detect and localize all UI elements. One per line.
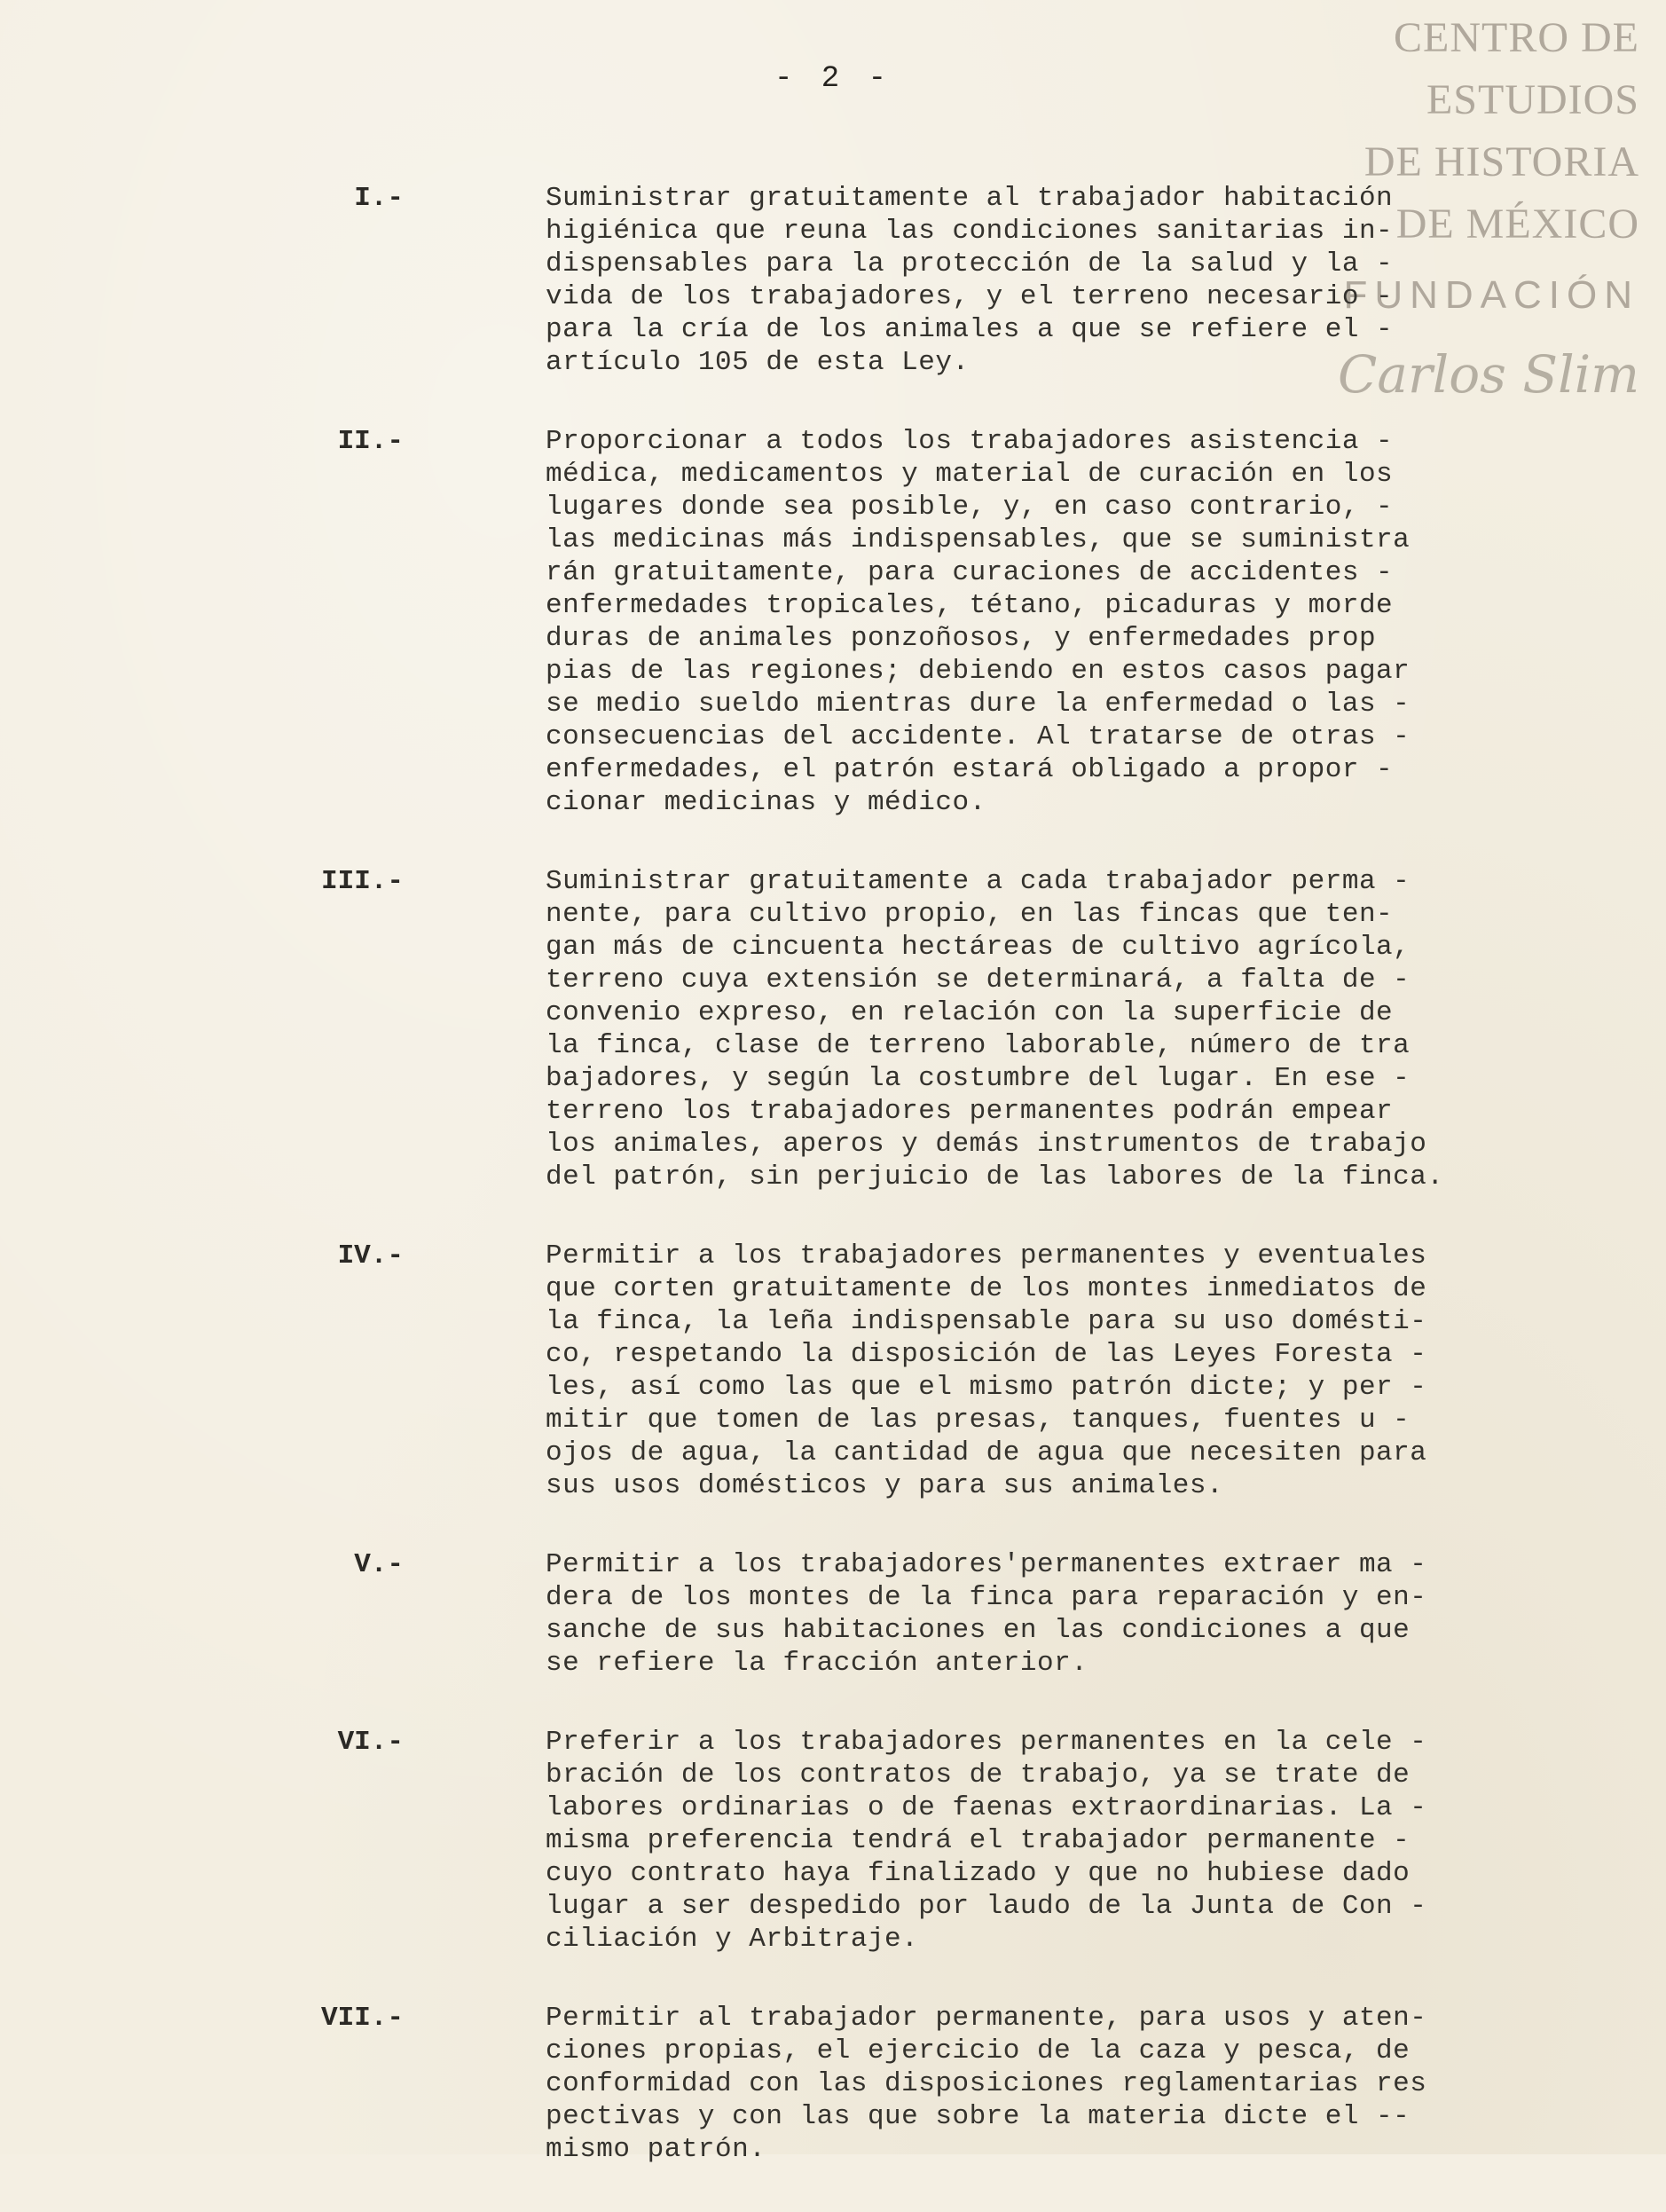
text-line: Proporcionar a todos los trabajadores asistencia - (546, 426, 1394, 457)
text-line: misma preferencia tendrá el trabajador permanente - (546, 1825, 1411, 1856)
item-numeral: I.- (354, 183, 404, 214)
text-line: lugares donde sea posible, y, en caso contrario, - (546, 492, 1394, 523)
text-line: duras de animales ponzoñosos, y enfermedades prop (546, 623, 1377, 654)
text-line: los animales, aperos y demás instrumentos de trabajo (546, 1129, 1427, 1160)
text-line: enfermedades, el patrón estará obligado a propor - (546, 754, 1394, 785)
text-line: cionar medicinas y médico. (546, 787, 986, 818)
text-line: se refiere la fracción anterior. (546, 1648, 1088, 1679)
text-line: enfermedades tropicales, tétano, picaduras y morde (546, 590, 1394, 621)
text-line: Suministrar gratuitamente al trabajador habitación (546, 183, 1394, 214)
list-item (337, 1726, 1570, 1956)
text-line: mitir que tomen de las presas, tanques, fuentes u - (546, 1405, 1411, 1436)
text-line: convenio expreso, en relación con la superficie de (546, 997, 1394, 1028)
page-number: - 2 - (774, 62, 892, 96)
text-line: para la cría de los animales a que se refiere el - (546, 314, 1394, 345)
text-line: artículo 105 de esta Ley. (546, 347, 970, 378)
watermark-line: DE MÉXICO (1395, 201, 1639, 248)
text-line: mismo patrón. (546, 2134, 766, 2165)
text-line: pectivas y con las que sobre la materia dicte el -- (546, 2101, 1411, 2132)
list-item (354, 1548, 1570, 1680)
text-line: lugar a ser despedido por laudo de la Junta de Con - (546, 1891, 1427, 1922)
text-line: la finca, clase de terreno laborable, número de tra (546, 1030, 1411, 1061)
text-line: Permitir a los trabajadores permanentes y eventuales (546, 1240, 1427, 1271)
text-line: se medio sueldo mientras dure la enfermedad o las - (546, 689, 1411, 720)
text-line: bración de los contratos de trabajo, ya se trate de (546, 1759, 1411, 1791)
text-line: higiénica que reuna las condiciones sanitarias in- (546, 216, 1394, 247)
item-numeral: VI.- (337, 1727, 404, 1758)
text-line: del patrón, sin perjuicio de las labores de la finca. (546, 1161, 1444, 1193)
watermark-line: CENTRO DE (1394, 14, 1639, 61)
text-line: labores ordinarias o de faenas extraordinarias. La - (546, 1792, 1427, 1823)
text-line: rán gratuitamente, para curaciones de accidentes - (546, 557, 1394, 588)
item-text (546, 2002, 1548, 2166)
text-line: Suministrar gratuitamente a cada trabajador perma - (546, 866, 1411, 897)
list-item (320, 865, 1570, 1193)
text-line: médica, medicamentos y material de curación en los (546, 459, 1394, 490)
item-numeral: III.- (320, 866, 404, 897)
item-numeral: II.- (337, 426, 404, 457)
item-numeral: VII.- (320, 2003, 404, 2034)
watermark-line: DE HISTORIA (1363, 138, 1639, 185)
text-line: sanche de sus habitaciones en las condiciones a que (546, 1615, 1411, 1646)
list-item (320, 2002, 1570, 2166)
text-line: nente, para cultivo propio, en las fincas que ten- (546, 899, 1394, 930)
text-line: dera de los montes de la finca para reparación y en- (546, 1582, 1427, 1613)
text-line: Preferir a los trabajadores permanentes en la cele - (546, 1727, 1427, 1758)
text-line: ciones propias, el ejercicio de la caza y pesca, de (546, 2035, 1411, 2066)
watermark-fundacion: FUNDACIÓN (1343, 273, 1639, 317)
text-line: ciliación y Arbitraje. (546, 1924, 919, 1955)
text-line: les, así como las que el mismo patrón dicte; y per - (546, 1372, 1427, 1403)
numbered-list (320, 182, 1570, 2212)
text-line: Permitir al trabajador permanente, para usos y aten- (546, 2003, 1427, 2034)
text-line: vida de los trabajadores, y el terreno necesario - (546, 281, 1394, 312)
text-line: Permitir a los trabajadores'permanentes extraer ma - (546, 1549, 1427, 1580)
text-line: dispensables para la protección de la salud y la - (546, 248, 1394, 279)
text-line: sus usos domésticos y para sus animales. (546, 1470, 1224, 1501)
text-line: la finca, la leña indispensable para su uso domésti- (546, 1306, 1427, 1337)
list-item (337, 1240, 1570, 1502)
text-line: ojos de agua, la cantidad de agua que necesiten para (546, 1437, 1427, 1468)
text-line: terreno los trabajadores permanentes podrán empear (546, 1096, 1394, 1127)
item-text (546, 1548, 1548, 1680)
item-numeral: IV.- (337, 1240, 404, 1271)
list-item (337, 425, 1570, 819)
text-line: cuyo contrato haya finalizado y que no hubiese dado (546, 1858, 1411, 1889)
item-text (546, 425, 1548, 819)
text-line: gan más de cincuenta hectáreas de cultivo agrícola, (546, 932, 1411, 963)
text-line: bajadores, y según la costumbre del lugar. En ese - (546, 1063, 1411, 1094)
item-text (546, 865, 1548, 1193)
item-numeral: V.- (354, 1549, 404, 1580)
item-text (546, 182, 1548, 379)
watermark-line: ESTUDIOS (1426, 76, 1639, 123)
text-line: conformidad con las disposiciones reglamentarias res (546, 2068, 1427, 2099)
text-line: terreno cuya extensión se determinará, a falta de - (546, 964, 1411, 996)
text-line: pias de las regiones; debiendo en estos casos pagar (546, 656, 1411, 687)
text-line: consecuencias del accidente. Al tratarse de otras - (546, 721, 1411, 752)
item-text (546, 1726, 1548, 1956)
list-item (354, 182, 1570, 379)
item-text (546, 1240, 1548, 1502)
text-line: las medicinas más indispensables, que se suministra (546, 524, 1411, 555)
text-line: que corten gratuitamente de los montes inmediatos de (546, 1273, 1427, 1304)
text-line: co, respetando la disposición de las Leyes Foresta - (546, 1339, 1427, 1370)
svg-text:Carlos Slim: Carlos Slim (1338, 344, 1640, 405)
